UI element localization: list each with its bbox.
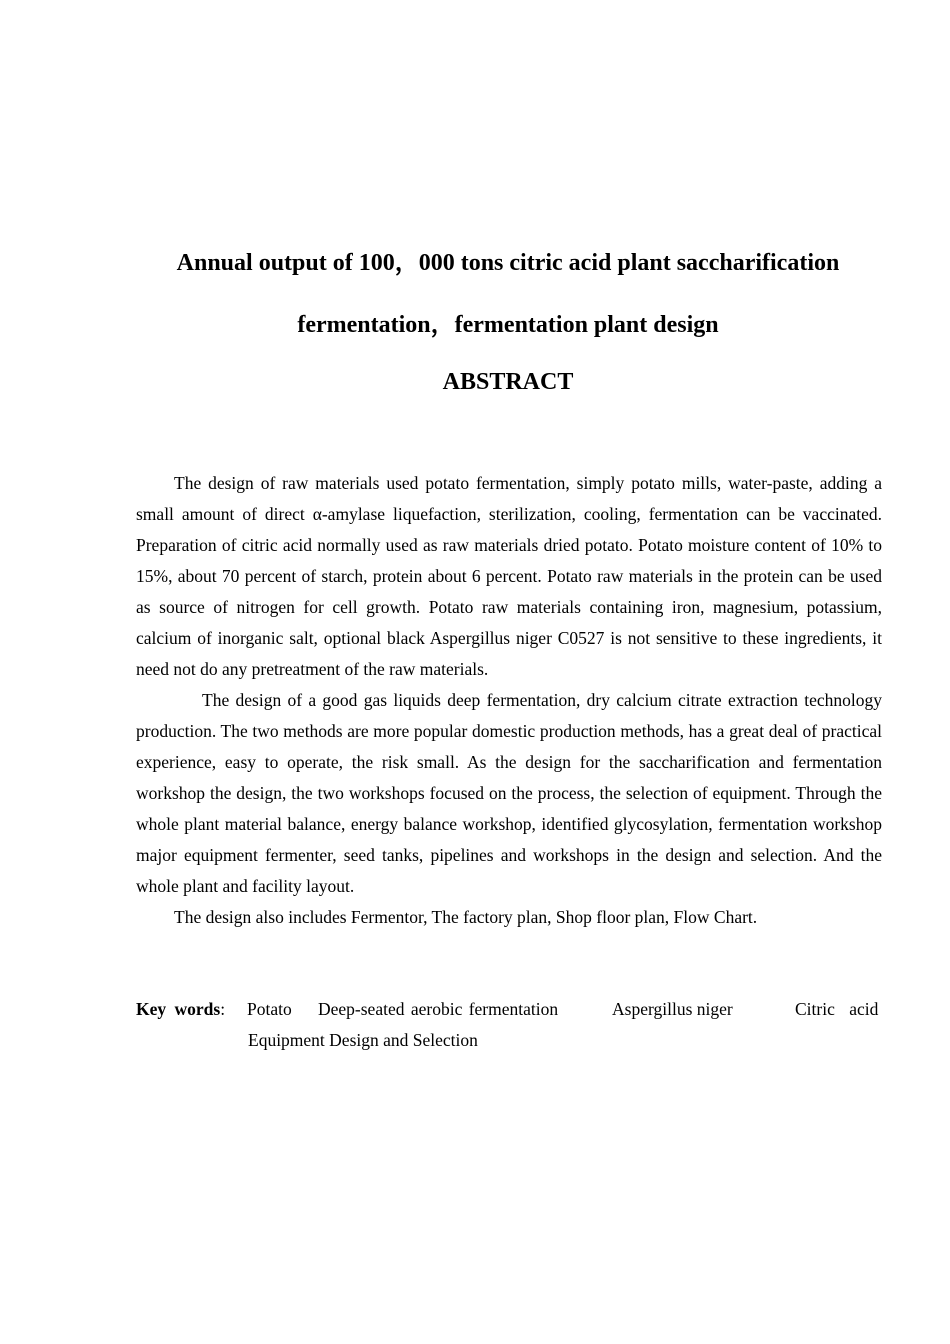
keyword-item: Deep-seated aerobic fermentation [318, 999, 559, 1019]
paper-title-line-1: Annual output of 100，000 tons citric acid plant saccharification [176, 250, 840, 276]
keyword-item: Equipment Design and Selection [248, 1030, 478, 1050]
keywords-label: Key words [136, 999, 221, 1019]
keywords-separator: : [220, 999, 226, 1019]
abstract-paragraph-1: The design of raw materials used potato fermentation, simply potato mills, water-paste, adding a small amount of direct α-amylase liquefaction, sterilization, cooling, fermentation can be vaccinated. Preparation of citric acid normally used as raw materials dried potato. Potato moisture content of 10% to 15%, about 70 percent of starch, protein about 6 percent. Potato raw materials in the protein can be used as source of nitrogen for cell growth. Potato raw materials containing iron, magnesium, potassium, calcium of inorganic salt, optional black Aspergillus niger C0527 is not sensitive to these ingredients, it need not do any pretreatment of the raw materials. [136, 473, 882, 679]
abstract-paragraph-3: The design also includes Fermentor, The factory plan, Shop floor plan, Flow Chart. [174, 907, 758, 927]
keyword-item: Potato [247, 999, 292, 1019]
abstract-paragraph-2: The design of a good gas liquids deep fermentation, dry calcium citrate extraction technology production. The two methods are more popular domestic production methods, has a great deal of practical experience, easy to operate, the risk small. As the design for the saccharification and fermentation workshop the design, the two workshops focused on the process, the selection of equipment. Through the whole plant material balance, energy balance workshop, identified glycosylation, fermentation workshop major equipment fermenter, seed tanks, pipelines and workshops in the design and selection. And the whole plant and facility layout. [136, 690, 882, 896]
paper-title-line-2: fermentation，fermentation plant design [297, 312, 719, 338]
abstract-body [136, 468, 882, 933]
keyword-item: Aspergillus niger [612, 999, 733, 1019]
keyword-item: Citric acid [795, 999, 879, 1019]
keywords-label-group [136, 994, 225, 1025]
abstract-heading: ABSTRACT [442, 369, 574, 395]
